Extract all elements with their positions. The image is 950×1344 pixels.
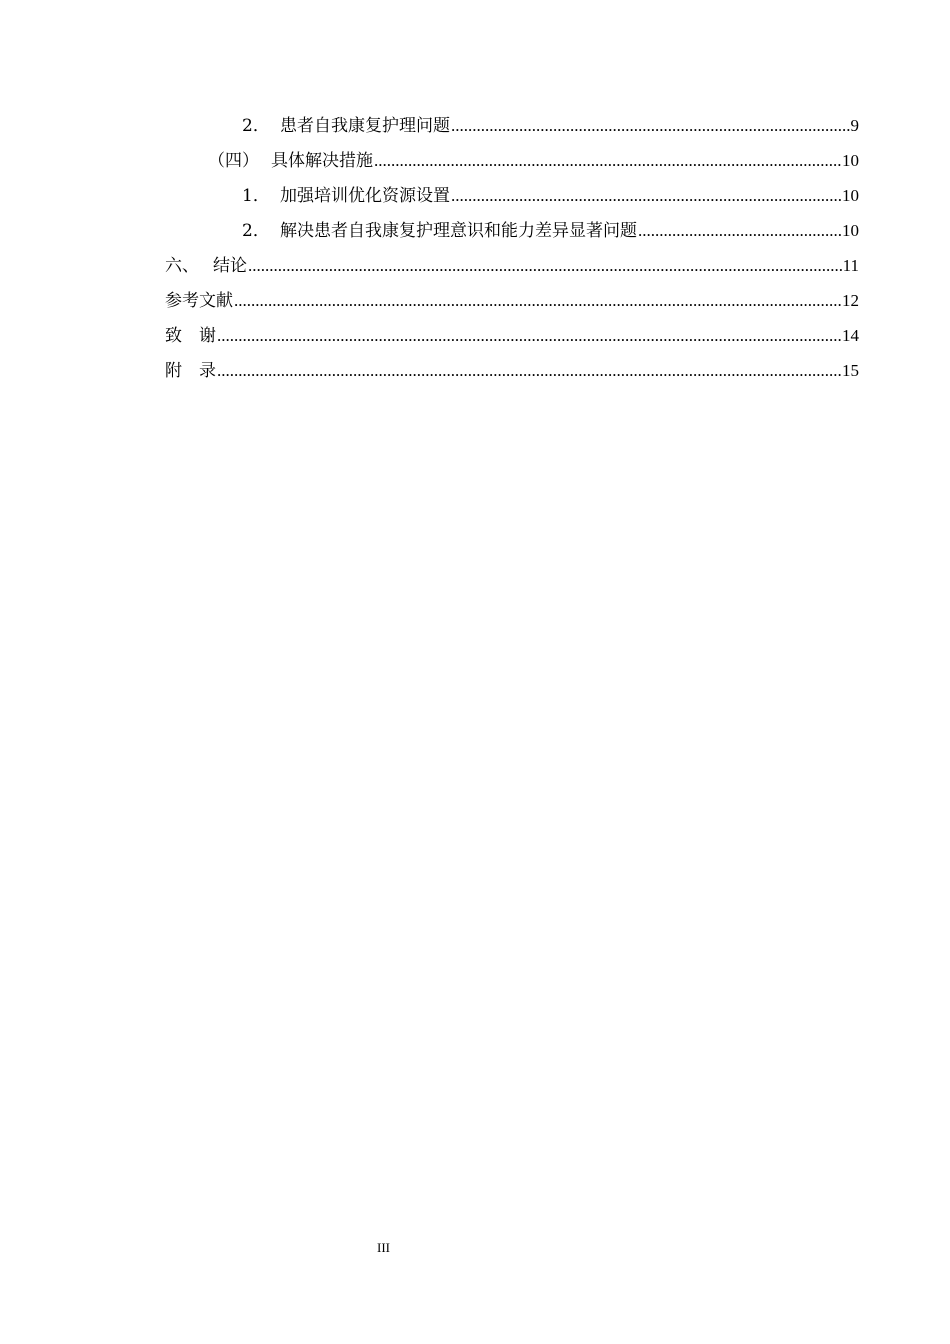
toc-entry[interactable] [208, 148, 859, 174]
toc-entry[interactable] [242, 113, 859, 139]
toc-entry[interactable] [165, 288, 859, 314]
toc-entry-page: 10 [842, 221, 859, 240]
dot-leader [451, 183, 841, 209]
toc-entry[interactable] [165, 323, 859, 349]
toc-entry-page: 15 [842, 361, 859, 380]
toc-entry-number: 六、 [165, 256, 199, 276]
page-number-footer: III [377, 1240, 390, 1255]
toc-entry-title: 附 录 [165, 361, 216, 381]
toc-entry[interactable] [165, 358, 859, 384]
toc-entry-page: 9 [850, 116, 859, 135]
dot-leader [234, 288, 841, 314]
toc-entry-number: （四） [208, 151, 259, 171]
toc-entry[interactable] [165, 253, 859, 279]
dot-leader [451, 113, 850, 139]
toc-entry[interactable] [242, 183, 859, 209]
toc-entry[interactable] [242, 218, 859, 244]
toc-entry-page: 10 [842, 151, 859, 170]
toc-entry-title: 加强培训优化资源设置 [280, 186, 450, 206]
toc-entry-title: 致 谢 [165, 326, 216, 346]
toc-entry-number: 2． [242, 116, 270, 136]
toc-entry-title: 结论 [213, 256, 247, 276]
dot-leader [374, 148, 841, 174]
toc-entry-page: 10 [842, 186, 859, 205]
dot-leader [638, 218, 841, 244]
toc-entry-number: 1． [242, 186, 270, 206]
toc-entry-page: 14 [842, 326, 859, 345]
toc-entry-title: 参考文献 [165, 291, 233, 311]
toc-entry-page: 12 [842, 291, 859, 310]
dot-leader [217, 358, 841, 384]
dot-leader [248, 253, 842, 279]
toc-entry-number: 2． [242, 221, 270, 241]
toc-entry-title: 具体解决措施 [271, 151, 373, 171]
toc-entry-page: 11 [842, 256, 859, 275]
toc-entry-title: 解决患者自我康复护理意识和能力差异显著问题 [280, 221, 637, 241]
toc-entry-title: 患者自我康复护理问题 [280, 116, 450, 136]
dot-leader [217, 323, 841, 349]
